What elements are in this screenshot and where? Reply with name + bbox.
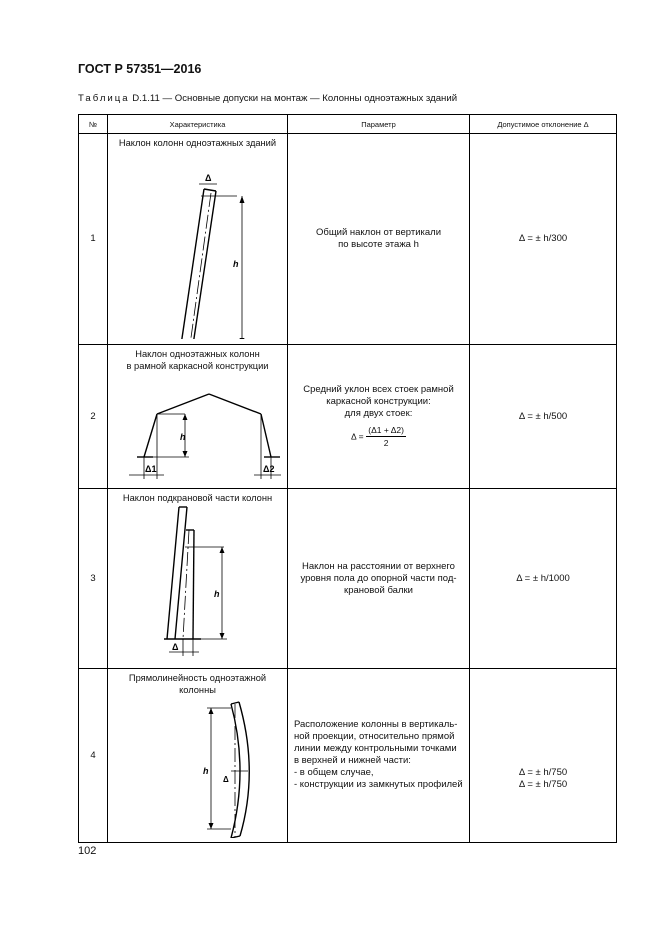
tolerance-value: Δ = ± h/300	[518, 233, 568, 244]
delta-label: Δ	[204, 173, 211, 183]
row-number: 3	[79, 489, 108, 669]
formula-denominator: 2	[383, 438, 389, 448]
tolerance-cell	[470, 489, 617, 669]
frame-tilt-figure	[109, 372, 287, 484]
page-number: 102	[78, 845, 97, 857]
parameter-line: Расположение колонны в вертикаль-	[294, 719, 458, 730]
tolerance-value: Δ = ± h/750	[518, 779, 568, 790]
parameter-line: уровня пола до опорной части под-	[300, 572, 457, 584]
parameter-line: Средний уклон всех стоек рамной	[303, 384, 454, 395]
parameter-cell	[288, 134, 470, 345]
parameter-line: линии между контрольными точками	[294, 743, 457, 754]
parameter-cell	[288, 669, 470, 843]
caption-text: D.1.11 — Основные допуски на монтаж — Колонны одноэтажных зданий	[132, 93, 458, 104]
parameter-line: Наклон на расстоянии от верхнего	[302, 560, 455, 572]
height-label: h	[213, 589, 219, 599]
parameter-cell	[288, 345, 470, 489]
tolerance-cell	[470, 345, 617, 489]
table-row	[79, 134, 617, 345]
parameter-line: каркасной конструкции:	[326, 396, 431, 407]
parameter-cell	[288, 489, 470, 669]
crane-column-tilt-figure	[109, 504, 287, 664]
formula-lhs: Δ =	[351, 431, 364, 442]
table-row	[79, 669, 617, 843]
row-number: 4	[79, 669, 108, 843]
figure-title-line: Прямолинейность одноэтажной	[128, 673, 267, 683]
height-label: h	[232, 259, 238, 269]
parameter-line: крановой балки	[344, 584, 413, 596]
straightness-figure	[109, 696, 287, 838]
formula-fraction	[366, 424, 406, 449]
figure-title-line: Наклон одноэтажных колонн	[135, 349, 260, 359]
column-tilt-figure	[109, 149, 287, 339]
row-number: 2	[79, 345, 108, 489]
delta-label: Δ	[171, 642, 178, 652]
parameter-line: для двух стоек:	[344, 408, 413, 419]
document-title: ГОСТ Р 57351—2016	[78, 62, 202, 76]
characteristic-cell	[108, 345, 288, 489]
table-row	[79, 345, 617, 489]
formula	[294, 424, 463, 449]
table-row	[79, 489, 617, 669]
parameter-line: в верхней и нижней части:	[294, 755, 411, 766]
table-header-row	[79, 115, 617, 134]
figure-title-line: колонны	[179, 685, 216, 695]
tolerance-table	[78, 114, 617, 843]
parameter-line: - конструкции из замкнутых профилей	[294, 779, 463, 790]
tolerance-cell	[470, 669, 617, 843]
tolerance-value: Δ = ± h/750	[518, 767, 568, 778]
formula-numerator: (Δ1 + Δ2)	[368, 425, 404, 435]
delta-label: Δ	[222, 775, 229, 784]
height-label: h	[202, 766, 208, 776]
delta1-label: Δ1	[144, 464, 156, 474]
delta2-label: Δ2	[262, 464, 274, 474]
parameter-line: Общий наклон от вертикали	[315, 227, 442, 238]
figure-title: Наклон колонн одноэтажных зданий	[118, 138, 277, 148]
parameter-line: по высоте этажа h	[338, 239, 419, 250]
characteristic-cell	[108, 134, 288, 345]
column-header-parameter: Параметр	[288, 115, 470, 134]
tolerance-value: Δ = ± h/500	[518, 410, 568, 422]
figure-title: Наклон подкрановой части колонн	[122, 493, 273, 503]
characteristic-cell	[108, 489, 288, 669]
column-header-characteristic: Характеристика	[108, 115, 288, 134]
parameter-line: - в общем случае,	[294, 767, 374, 778]
characteristic-cell	[108, 669, 288, 843]
height-label: h	[179, 432, 185, 442]
row-number: 1	[79, 134, 108, 345]
tolerance-value: Δ = ± h/1000	[516, 572, 570, 584]
column-header-tolerance: Допустимое отклонение Δ	[470, 115, 617, 134]
table-caption	[78, 93, 457, 104]
figure-title-line: в рамной каркасной конструкции	[126, 361, 269, 371]
parameter-line: ной проекции, относительно прямой	[294, 731, 455, 742]
tolerance-cell	[470, 134, 617, 345]
caption-prefix: Таблица	[78, 93, 130, 104]
column-header-number: №	[79, 115, 108, 134]
